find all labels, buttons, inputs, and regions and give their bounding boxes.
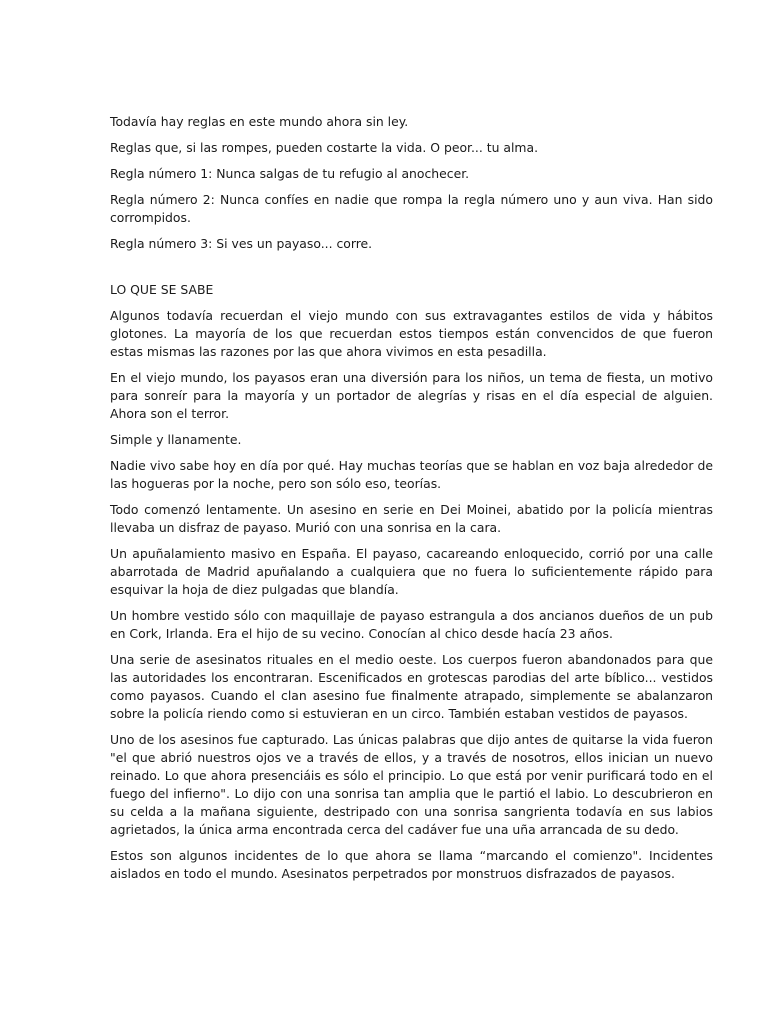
body-paragraph: Uno de los asesinos fue capturado. Las únicas palabras que dijo antes de quitarse la vida fueron "el que abrió nuestros ojos ve a través de ellos, y a través de nosotros, ellos inician un nuevo reinado. Lo que ahora presenciáis es sólo el principio. Lo que está por venir purificará todo en el fuego del infierno". Lo dijo con una sonrisa tan amplia que le partió el labio. Lo descubrieron en su celda a la mañana siguiente, destripado con una sonrisa sangrienta todavía en sus labios agrietados, la única arma encontrada cerca del cadáver fue una uña arrancada de su dedo. [110, 732, 713, 837]
body-paragraph: Simple y llanamente. [110, 432, 242, 447]
body-paragraph: En el viejo mundo, los payasos eran una diversión para los niños, un tema de fiesta, un motivo para sonreír para la mayoría y un portador de alegrías y risas en el día especial de alguien. Ahora son el terror. [110, 370, 713, 421]
body-paragraph: Estos son algunos incidentes de lo que ahora se llama “marcando el comienzo". Incidentes aislados en todo el mundo. Asesinatos perpetrados por monstruos disfrazados de payasos. [110, 848, 713, 881]
intro-paragraph: Reglas que, si las rompes, pueden costarte la vida. O peor... tu alma. [110, 140, 539, 155]
body-paragraph: Una serie de asesinatos rituales en el medio oeste. Los cuerpos fueron abandonados para que las autoridades los encontraran. Escenificados en grotescas parodias del arte bíblico... vestidos como payasos. Cuando el clan asesino fue finalmente atrapado, simplemente se abalanzaron sobre la policía riendo como si estuvieran en un circo. También estaban vestidos de payasos. [110, 652, 713, 721]
section-heading: LO QUE SE SABE [110, 282, 214, 297]
body-paragraph: Todo comenzó lentamente. Un asesino en serie en Dei Moinei, abatido por la policía mientras llevaba un disfraz de payaso. Murió con una sonrisa en la cara. [110, 502, 713, 535]
section-spacer [110, 261, 713, 281]
document-body [110, 113, 713, 891]
rule-2-paragraph: Regla número 2: Nunca confíes en nadie que rompa la regla número uno y aun viva. Han sido corrompidos. [110, 192, 713, 225]
body-paragraph: Un hombre vestido sólo con maquillaje de payaso estrangula a dos ancianos dueños de un pub en Cork, Irlanda. Era el hijo de su vecino. Conocían al chico desde hacía 23 años. [110, 608, 713, 641]
body-paragraph: Algunos todavía recuerdan el viejo mundo con sus extravagantes estilos de vida y hábitos glotones. La mayoría de los que recuerdan estos tiempos están convencidos de que fueron estas mismas las razones por las que ahora vivimos en esta pesadilla. [110, 308, 713, 359]
rule-3-paragraph: Regla número 3: Si ves un payaso... corre. [110, 236, 373, 251]
body-paragraph: Un apuñalamiento masivo en España. El payaso, cacareando enloquecido, corrió por una calle abarrotada de Madrid apuñalando a cualquiera que no fuera lo suficientemente rápido para esquivar la hoja de diez pulgadas que blandía. [110, 546, 713, 597]
rule-1-paragraph: Regla número 1: Nunca salgas de tu refugio al anochecer. [110, 166, 470, 181]
body-paragraph: Nadie vivo sabe hoy en día por qué. Hay muchas teorías que se hablan en voz baja alrededor de las hogueras por la noche, pero son sólo eso, teorías. [110, 458, 713, 491]
intro-paragraph: Todavía hay reglas en este mundo ahora sin ley. [110, 114, 409, 129]
